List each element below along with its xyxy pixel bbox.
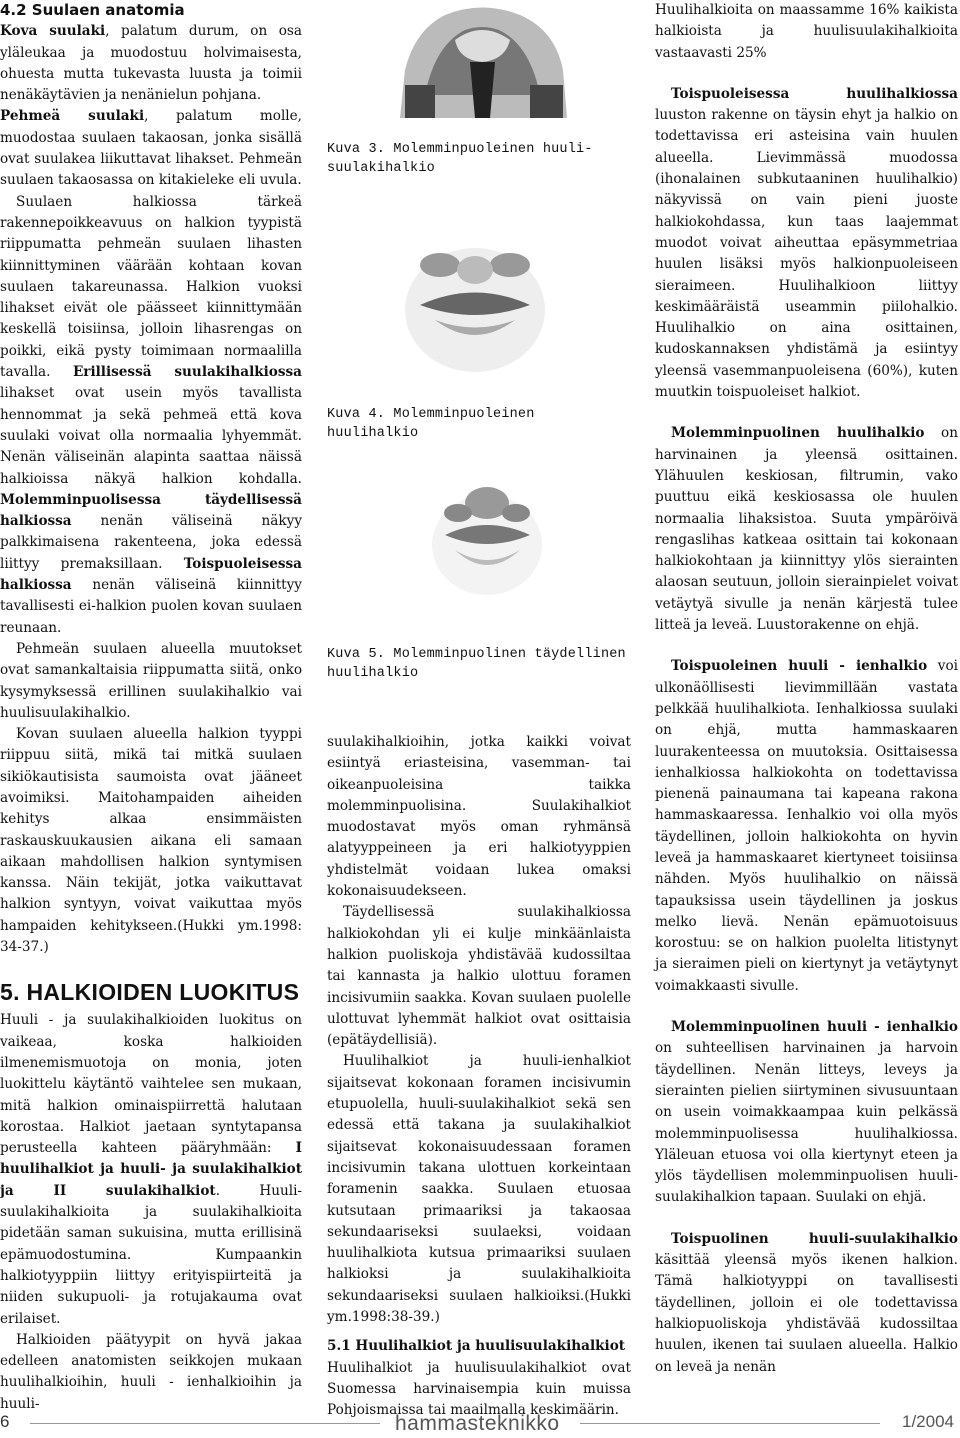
section-heading: 5.1 Huulihalkiot ja huulisuulakihalkiot bbox=[327, 1338, 626, 1355]
bilateral-lip-cleft-image bbox=[400, 240, 550, 375]
issue-number: 1/2004 bbox=[902, 1412, 954, 1431]
paragraph: Toispuoleisessa huulihalkiossa luuston rakenne on täysin ehyt ja halkio on todettavissa eri asteisina vain huulen alueella. Lievimmässä muodossa (ihonalainen subkutaaninen huulihalkio) näkyvissä on vain pieni juoste halkiokohdassa, kun taas laajemmat muodot voivat aiheuttaa epäsymmetriaa huulen lisäksi myös halkionpuoleiseen sieraimeen. Huulihalkioon liittyy keskimääräistä useammin piilohalkio. Huulihalkio on aina osittainen, kudoskannaksen yhdistämä ja esiintyy yleensä vasemmanpuoleisena (60%), kuten muutkin toispuoleiset halkiot. bbox=[655, 85, 958, 401]
column-right bbox=[655, 0, 958, 1378]
paragraph: Täydellisessä suulakihalkiossa halkiokohdan yli ei kulje minkäänlaista halkion puoliskoja yhdistävää kudossiltaa tai kannasta ja halkio ulottuu foramen incisivumiin saakka. Kovan suulaen puolelle ulottuvat lyhemmät halkiot ovat osittaisia (epätäydellisiä). bbox=[327, 904, 631, 1049]
paragraph: Halkioiden päätyypit on hyvä jakaa edelleen anatomisten seikkojen mukaan huulihalkioihin, huuli - ienhalkioihin ja huuli- bbox=[0, 1331, 302, 1412]
palate-cleft-image bbox=[395, 0, 570, 118]
magazine-brand: hammasteknikko bbox=[395, 1412, 560, 1435]
chapter-heading: 5. HALKIOIDEN LUOKITUS bbox=[0, 979, 300, 1006]
paragraph: Huuli - ja suulakihalkioiden luokitus on vaikeaa, koska halkioiden ilmenemismuotoja on monia, joten luokittelu käytäntö vaihtelee sen mukaan, mitä halkion ominaispiirrettä halutaan korostaa. Halkiot jaetaan syntytapansa perusteella kahteen pääryhmään: I huulihalkiot ja huuli- ja suulakihalkiot ja II suulakihalkiot. Huuli-suulakihalkioita ja suulakihalkioita pidetään saman sukuisina, mutta erillisinä epämuodostumina. Kumpaankin halkiotyyppiin liittyy erityispiirteitä ja niiden sukupuoli- ja rotujakauma ovat erilaiset. bbox=[0, 1012, 303, 1327]
column-middle bbox=[327, 732, 631, 1422]
paragraph: Kovan suulaen alueella halkion tyyppi riippuu siitä, mikä tai mitkä suulaen sikiökautisista saumoista ovat jääneet avoimiksi. Maitohampaiden aiheiden kehitys alkaa ensimmäisten raskauskuukausien aikana eli samaan aikaan mahdollisen halkion syntymisen kanssa. Näin tekijät, jotka vaikuttavat halkion syntyyn, voivat vaikuttaa myös hampaiden kehitykseen.(Hukki ym.1998: 34-37.) bbox=[0, 726, 302, 956]
paragraph: Molemminpuolinen huulihalkio on harvinainen ja yleensä osittainen. Ylähuulen keskiosan, filtrumin, vako puuttuu eikä keskiosassa ole huulen normaalia lihaksistoa. Suuta ympäröivä rengaslihas katkeaa osittain tai kokonaan halkiokohtaan ja kiinnittyy ylös sierainten alaosan seutuun, jolloin sierainpielet voivat vetäytyä sivulle ja nenän kärjestä tulee litteä ja leveä. Luustorakenne on ehjä. bbox=[655, 425, 958, 634]
paragraph: Toispuolinen huuli-suulakihalkio käsittää yleensä myös ikenen halkion. Tämä halkiotyyppi on tavallisesti täydellinen, jolloin ei ole todettavissa halkiopuoliskoja yhdistävää kudossiltaa huulen, ikenen tai suulaen alueella. Halkio on leveä ja nenän bbox=[655, 1230, 958, 1375]
paragraph: Suulaen halkiossa tärkeä rakennepoikkeavuus on halkion tyypistä riippumatta pehmeän suulaen lihasten kiinnittyminen väärään kohtaan kovan suulaen takareunassa. Halkion vuoksi lihakset eivät ole päässeet kiinnittymään keskellä toisiinsa, jolloin lihasrengas on poikki, eikä pysty toimimaan normaalilla tavalla. Erillisessä suulakihalkiossa lihakset ovat usein myös tavallista hennommat ja sekä pehmeä että kova suulaki voivat olla normaalia lyhyemmät. Nenän väliseinän alapinta saattaa näissä halkioissa näkyä halkion kohdalla. Molemminpuolisessa täydellisessä halkiossa nenän väliseinä näkyy palkkimaisena rakenteena, joka edessä liittyy premaksillaan. Toispuoleisessa halkiossa nenän väliseinä kiinnittyy tavallisesti ei-halkion puolen kovan suulaen reunaan. bbox=[0, 193, 302, 636]
paragraph: Kova suulaki, palatum durum, on osa yläleukaa ja muodostuu holvimaisesta, ohuesta mutta tukevasta luusta ja toimii nenäkäytävien ja nenänielun pohjana. bbox=[0, 23, 302, 104]
page-number: 6 bbox=[0, 1412, 10, 1431]
footer-rule bbox=[30, 1423, 380, 1424]
figure-caption: Kuva 4. Molemminpuoleinen huulihalkio bbox=[327, 407, 535, 441]
section-title: 4.2 Suulaen anatomia bbox=[0, 1, 185, 19]
figure-caption: Kuva 5. Molemminpuolinen täydellinen huulihalkio bbox=[327, 647, 626, 681]
paragraph: Pehmeä suulaki, palatum molle, muodostaa suulaen takaosan, jonka sisällä ovat suulakea liikuttavat lihakset. Pehmeän suulaen takaosassa on kitakieleke eli uvula. bbox=[0, 108, 303, 189]
column-left bbox=[0, 0, 302, 1415]
term: Pehmeä suulaki bbox=[0, 108, 145, 125]
paragraph: Huulihalkioita on maassamme 16% kaikista halkioista ja huulisuulakihalkioita vastaavasti 25% bbox=[655, 2, 958, 61]
term: Kova suulaki bbox=[0, 23, 106, 40]
paragraph: Molemminpuolinen huuli - ienhalkio on suhteellisen harvinainen ja harvoin täydellinen. Nenän litteys, leveys ja sierainten pielien siirtyminen sivusuuntaan on usein voimakkaampaa kuin pelkässä molemminpuolisessa huulihalkiossa. Yläleuan etuosa voi olla kiertynyt eteen ja ylös täydellisen molemminpuolisen huuli-suulakihalkion tapaan. Suulaki on ehjä. bbox=[655, 1019, 958, 1206]
complete-bilateral-cleft-image bbox=[430, 485, 545, 595]
figure-caption: Kuva 3. Molemminpuoleinen huuli-suulakihalkio bbox=[327, 142, 593, 176]
footer-rule bbox=[580, 1423, 880, 1424]
page-footer bbox=[0, 1402, 960, 1438]
paragraph: Pehmeän suulaen alueella muutokset ovat samankaltaisia riippumatta siitä, onko kysymyksessä erillinen suulakihalkio vai huulisuulakihalkio. bbox=[0, 640, 302, 721]
paragraph: Toispuoleinen huuli - ienhalkio voi ulkonäöllisesti lievimmillään vastata pelkkää huulihalkiota. Ienhalkiossa suulaki on ehjä, mutta hammaskaaren luurakenteessa on muutoksia. Osittaisessa ienhalkiossa halkiokohta on todettavissa pienenä painaumana tai kapeana rakona hammaskaaressa. Ienhalkio voi olla myös täydellinen, jolloin halkiokohta on hyvin leveä ja hammaskaaret kiertyneet toisiinsa nähden. Myös huulihalkio on näissä tapauksissa usein täydellinen ja joskus melko lievä. Nenän epämuotoisuus korostuu: se on halkion puolelta litistynyt ja sieraimen pieli on kiertynyt ja vetäytynyt voimakkaasti sivulle. bbox=[655, 658, 958, 994]
paragraph: suulakihalkioihin, jotka kaikki voivat esiintyä eriasteisina, vasemman- tai oikeanpuoleisina taikka molemminpuolisina. Suulakihalkiot muodostavat myös oman ryhmänsä alatyyppeineen ja eri halkiotyyppien yhdistelmät voidaan lukea omaksi kokonaisuudekseen. bbox=[327, 734, 631, 900]
paragraph: Huulihalkiot ja huulisuulakihalkiot ovat Suomessa harvinaisempia kuin muissa Pohjoismaissa tai maailmalla keskimäärin. bbox=[327, 1359, 631, 1419]
paragraph: Huulihalkiot ja huuli-ienhalkiot sijaitsevat kokonaan foramen incisivumin etupuolella, huuli-suulakihalkiot sekä sen edessä että takana ja suulakihalkiot sijaitsevat kokonaisuudessaan foramen incisivumin takana ulottuen korkeintaan foramenin saakka. Suulaen etuosaa kutsutaan primaariksi ja takaosaa sekundaariseksi suulaeksi, voidaan huulihalkiota kutsua primaariksi suulaen halkioksi ja suulakihalkioita sekundaariseksi suulaen halkioiksi.(Hukki ym.1998:38-39.) bbox=[327, 1053, 631, 1326]
